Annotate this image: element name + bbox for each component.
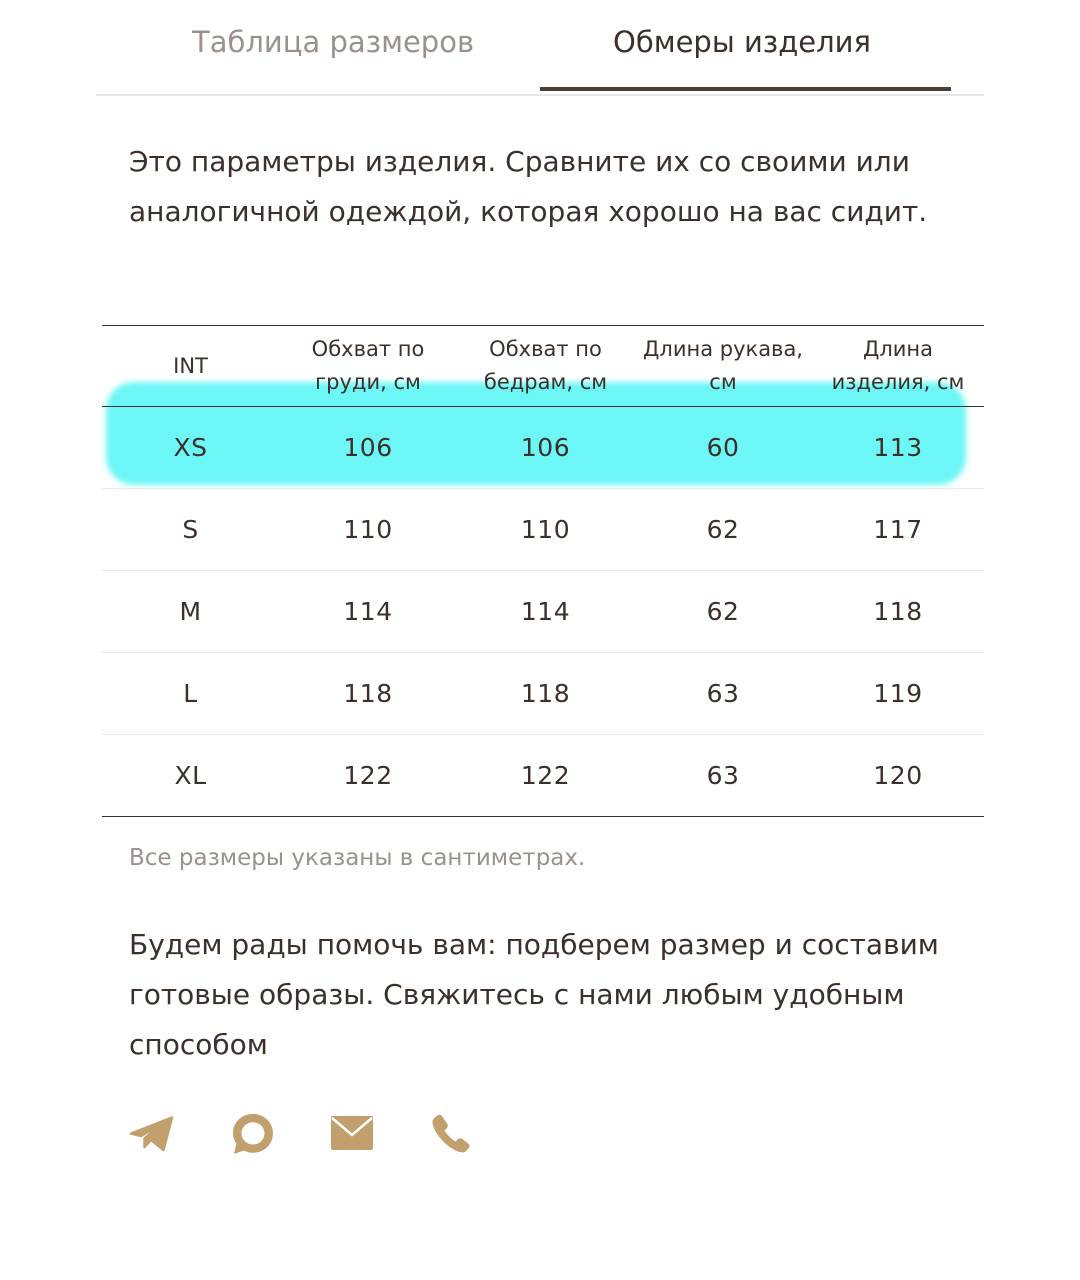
phone-icon[interactable]	[428, 1110, 476, 1158]
header-int: INT	[173, 353, 208, 378]
measurements-table-wrap	[102, 325, 984, 817]
cell-chest: 114	[343, 597, 393, 626]
cell-size: XL	[174, 761, 207, 790]
cell-chest: 118	[343, 679, 393, 708]
header-sleeve-label: Длина рукава, см	[643, 337, 803, 394]
table-row	[102, 571, 984, 653]
cell-length: 119	[873, 679, 923, 708]
tab-bar	[96, 0, 984, 96]
cell-chest: 122	[343, 761, 393, 790]
cell-sleeve: 62	[706, 597, 740, 626]
tab-product-measurements[interactable]: Обмеры изделия	[613, 25, 871, 59]
mail-icon[interactable]	[328, 1110, 376, 1158]
active-tab-indicator	[540, 87, 951, 91]
header-chest	[279, 326, 457, 407]
header-sleeve	[634, 326, 812, 407]
table-row	[102, 735, 984, 817]
cell-size: XS	[173, 433, 208, 462]
cell-sleeve: 63	[706, 761, 740, 790]
cell-hips: 110	[520, 515, 571, 544]
header-chest-label: Обхват по груди, см	[311, 337, 425, 394]
header-length-label: Длина изделия, см	[831, 337, 965, 394]
cell-hips: 122	[520, 761, 571, 790]
telegram-icon[interactable]	[128, 1110, 176, 1158]
cell-chest: 106	[343, 433, 393, 462]
whatsapp-icon[interactable]	[229, 1110, 277, 1158]
help-text: Будем рады помочь вам: подберем размер и составим готовые образы. Свяжитесь с нами любым удобным способом	[129, 928, 939, 1061]
cell-length: 118	[873, 597, 923, 626]
header-length	[812, 326, 984, 407]
cell-size: M	[179, 597, 202, 626]
tab-size-chart[interactable]: Таблица размеров	[192, 25, 475, 59]
units-note: Все размеры указаны в сантиметрах.	[129, 845, 586, 871]
cell-length: 113	[873, 433, 923, 462]
table-row	[102, 407, 984, 489]
intro-text: Это параметры изделия. Сравните их со своими или аналогичной одеждой, которая хорошо на вас сидит.	[129, 145, 928, 228]
cell-sleeve: 60	[706, 433, 740, 462]
cell-hips: 118	[520, 679, 571, 708]
cell-size: L	[183, 679, 198, 708]
cell-sleeve: 63	[706, 679, 740, 708]
header-hips-label: Обхват по бедрам, см	[483, 337, 608, 394]
measurements-table	[102, 325, 984, 817]
cell-hips: 114	[520, 597, 571, 626]
cell-hips: 106	[520, 433, 571, 462]
table-header-row	[102, 326, 984, 407]
cell-length: 120	[873, 761, 923, 790]
header-hips	[457, 326, 634, 407]
cell-size: S	[182, 515, 199, 544]
cell-length: 117	[873, 515, 923, 544]
table-row	[102, 653, 984, 735]
table-row	[102, 489, 984, 571]
cell-sleeve: 62	[706, 515, 740, 544]
cell-chest: 110	[343, 515, 393, 544]
